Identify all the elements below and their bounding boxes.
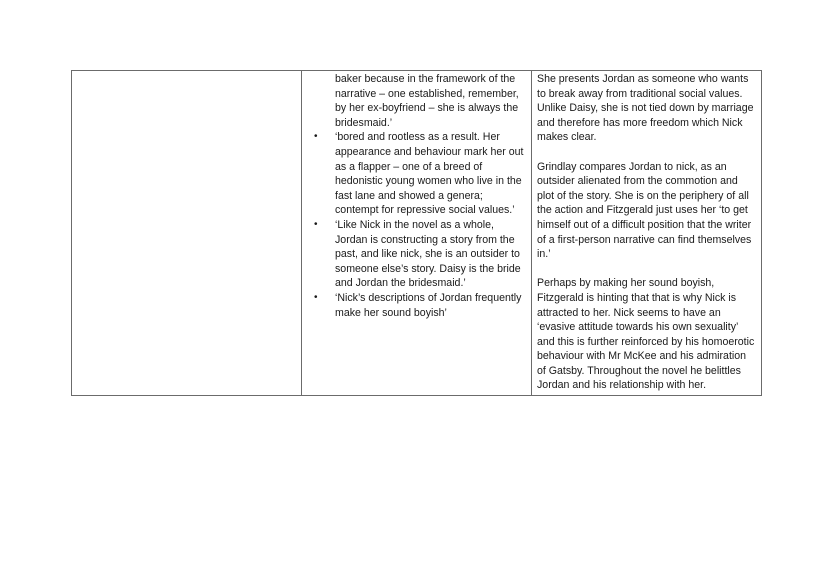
empty-cell [72,71,302,396]
list-item [314,218,526,291]
list-item [314,130,526,218]
analysis-paragraph: Perhaps by making her sound boyish, Fitzgerald is hinting that that is why Nick is attracted to her. Nick seems to have an ‘evasive attitude towards his own sexuality’ and this is further reinforced by his homoerotic behaviour with Mr McKee and his admiration of Gatsby. Throughout the novel he belittles Jordan and his relationship with her. [537,277,755,392]
quote-text: ‘bored and rootless as a result. Her appearance and behaviour mark her out as a flapper – one of a breed of hedonistic young women who live in the fast lane and showed a genera; contempt for repressive social values.’ [335,131,524,217]
bullet-icon: • [314,291,318,303]
quote-text: ‘Like Nick in the novel as a whole, Jordan is constructing a story from the past, and like nick, she is an outsider to someone else’s story. Daisy is the bride and Jordan the bridesmaid.’ [335,218,521,290]
bullet-icon: • [314,218,318,230]
analysis-paragraph: Grindlay compares Jordan to nick, as an outsider alienated from the commotion and plot of the story. She is on the periphery of all the action and Fitzgerald just uses her ‘to get himself out of a difficult position that the writer of a first-person narrative can find themselves in.’ [537,160,752,261]
notes-table [71,70,762,396]
analysis-cell [532,71,762,396]
analysis-paragraph: She presents Jordan as someone who wants to break away from traditional social values. Unlike Daisy, she is not tied down by marriage and therefore has more freedom which Nick makes clear. [537,73,754,144]
table-row [72,71,762,396]
quote-list [307,130,526,320]
quote-text: ‘Nick’s descriptions of Jordan frequently make her sound boyish’ [335,291,522,319]
continued-quote-text: baker because in the framework of the narrative – one established, remember, by her ex-boyfriend – she is always the bridesmaid.’ [335,73,519,129]
list-item [314,291,526,320]
quotes-cell [302,71,532,396]
bullet-icon: • [314,131,318,143]
